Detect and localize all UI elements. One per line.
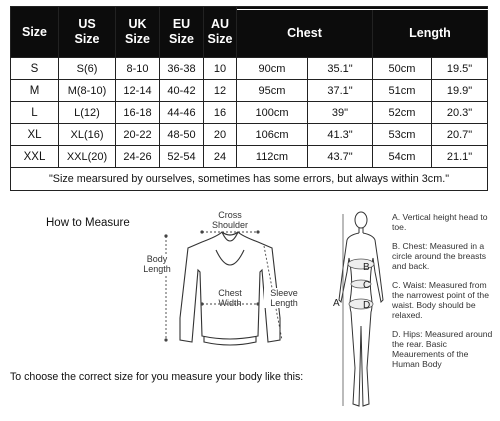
table-row: [11, 58, 488, 80]
table-row: [11, 146, 488, 168]
cell-uk: 12-14: [116, 80, 160, 102]
cell-us: S(6): [59, 58, 116, 80]
choose-size-instruction: To choose the correct size for you measure your body like this:: [10, 371, 304, 383]
table-row: [11, 124, 488, 146]
cell-length-cm: 52cm: [373, 102, 432, 124]
sleeve-length-label: Sleeve Length: [264, 288, 304, 308]
cell-length-cm: 54cm: [373, 146, 432, 168]
cell-length-in: 19.9": [432, 80, 488, 102]
cell-us: L(12): [59, 102, 116, 124]
how-to-measure-title: How to Measure: [46, 217, 130, 229]
table-row: [11, 80, 488, 102]
body-length-label: Body Length: [138, 254, 176, 274]
human-body-illustration: [325, 208, 395, 416]
header-chest: Chest: [237, 10, 373, 58]
size-chart-table: [10, 6, 488, 191]
header-length: Length: [373, 10, 488, 58]
cell-chest-cm: 95cm: [237, 80, 308, 102]
cell-eu: 40-42: [160, 80, 204, 102]
cell-chest-cm: 100cm: [237, 102, 308, 124]
cell-uk: 20-22: [116, 124, 160, 146]
cell-chest-cm: 106cm: [237, 124, 308, 146]
cell-us: M(8-10): [59, 80, 116, 102]
note-c: C. Waist: Measured from the narrowest point of the waist. Body should be relaxed.: [392, 280, 489, 320]
cell-au: 24: [204, 146, 237, 168]
header-uk-size: UK Size: [116, 7, 160, 58]
table-note-row: [11, 168, 488, 191]
cell-length-cm: 50cm: [373, 58, 432, 80]
cell-chest-in: 37.1": [308, 80, 373, 102]
table-row: [11, 102, 488, 124]
cell-au: 10: [204, 58, 237, 80]
marker-c: C: [363, 280, 371, 291]
header-size: Size: [11, 7, 59, 58]
header-au-size: AU Size: [204, 7, 237, 58]
marker-b: B: [363, 262, 370, 273]
measurement-notes: [392, 212, 498, 378]
sweater-illustration: [130, 208, 330, 358]
cell-length-cm: 53cm: [373, 124, 432, 146]
header-us-size: US Size: [59, 7, 116, 58]
cross-shoulder-label: Cross Shoulder: [211, 210, 249, 230]
cell-length-in: 20.3": [432, 102, 488, 124]
header-eu-size: EU Size: [160, 7, 204, 58]
note-a: A. Vertical height head to toe.: [392, 212, 488, 232]
cell-chest-in: 39": [308, 102, 373, 124]
cell-eu: 52-54: [160, 146, 204, 168]
cell-size: XL: [11, 124, 59, 146]
garment-diagram: [130, 208, 330, 358]
marker-d: D: [363, 300, 371, 311]
cell-chest-cm: 112cm: [237, 146, 308, 168]
cell-size: M: [11, 80, 59, 102]
cell-chest-in: 41.3": [308, 124, 373, 146]
cell-length-in: 21.1": [432, 146, 488, 168]
marker-a: A: [333, 298, 340, 309]
body-measurement-figure: [325, 208, 395, 416]
cell-us: XXL(20): [59, 146, 116, 168]
cell-au: 20: [204, 124, 237, 146]
cell-eu: 36-38: [160, 58, 204, 80]
measurement-note: "Size mearsured by ourselves, sometimes has some errors, but always within 3cm.": [11, 168, 488, 191]
cell-length-in: 19.5": [432, 58, 488, 80]
cell-chest-in: 43.7": [308, 146, 373, 168]
cell-eu: 44-46: [160, 102, 204, 124]
cell-length-cm: 51cm: [373, 80, 432, 102]
cell-au: 16: [204, 102, 237, 124]
cell-us: XL(16): [59, 124, 116, 146]
cell-length-in: 20.7": [432, 124, 488, 146]
note-d: D. Hips: Measured around the rear. Basic Meaurements of the Human Body: [392, 329, 493, 369]
cell-chest-in: 35.1": [308, 58, 373, 80]
note-b: B. Chest: Measured in a circle around the breasts and back.: [392, 241, 487, 271]
cell-size: L: [11, 102, 59, 124]
cell-uk: 16-18: [116, 102, 160, 124]
cell-size: XXL: [11, 146, 59, 168]
cell-size: S: [11, 58, 59, 80]
cell-eu: 48-50: [160, 124, 204, 146]
chest-width-label: Chest Width: [218, 288, 242, 308]
cell-au: 12: [204, 80, 237, 102]
cell-chest-cm: 90cm: [237, 58, 308, 80]
cell-uk: 24-26: [116, 146, 160, 168]
cell-uk: 8-10: [116, 58, 160, 80]
